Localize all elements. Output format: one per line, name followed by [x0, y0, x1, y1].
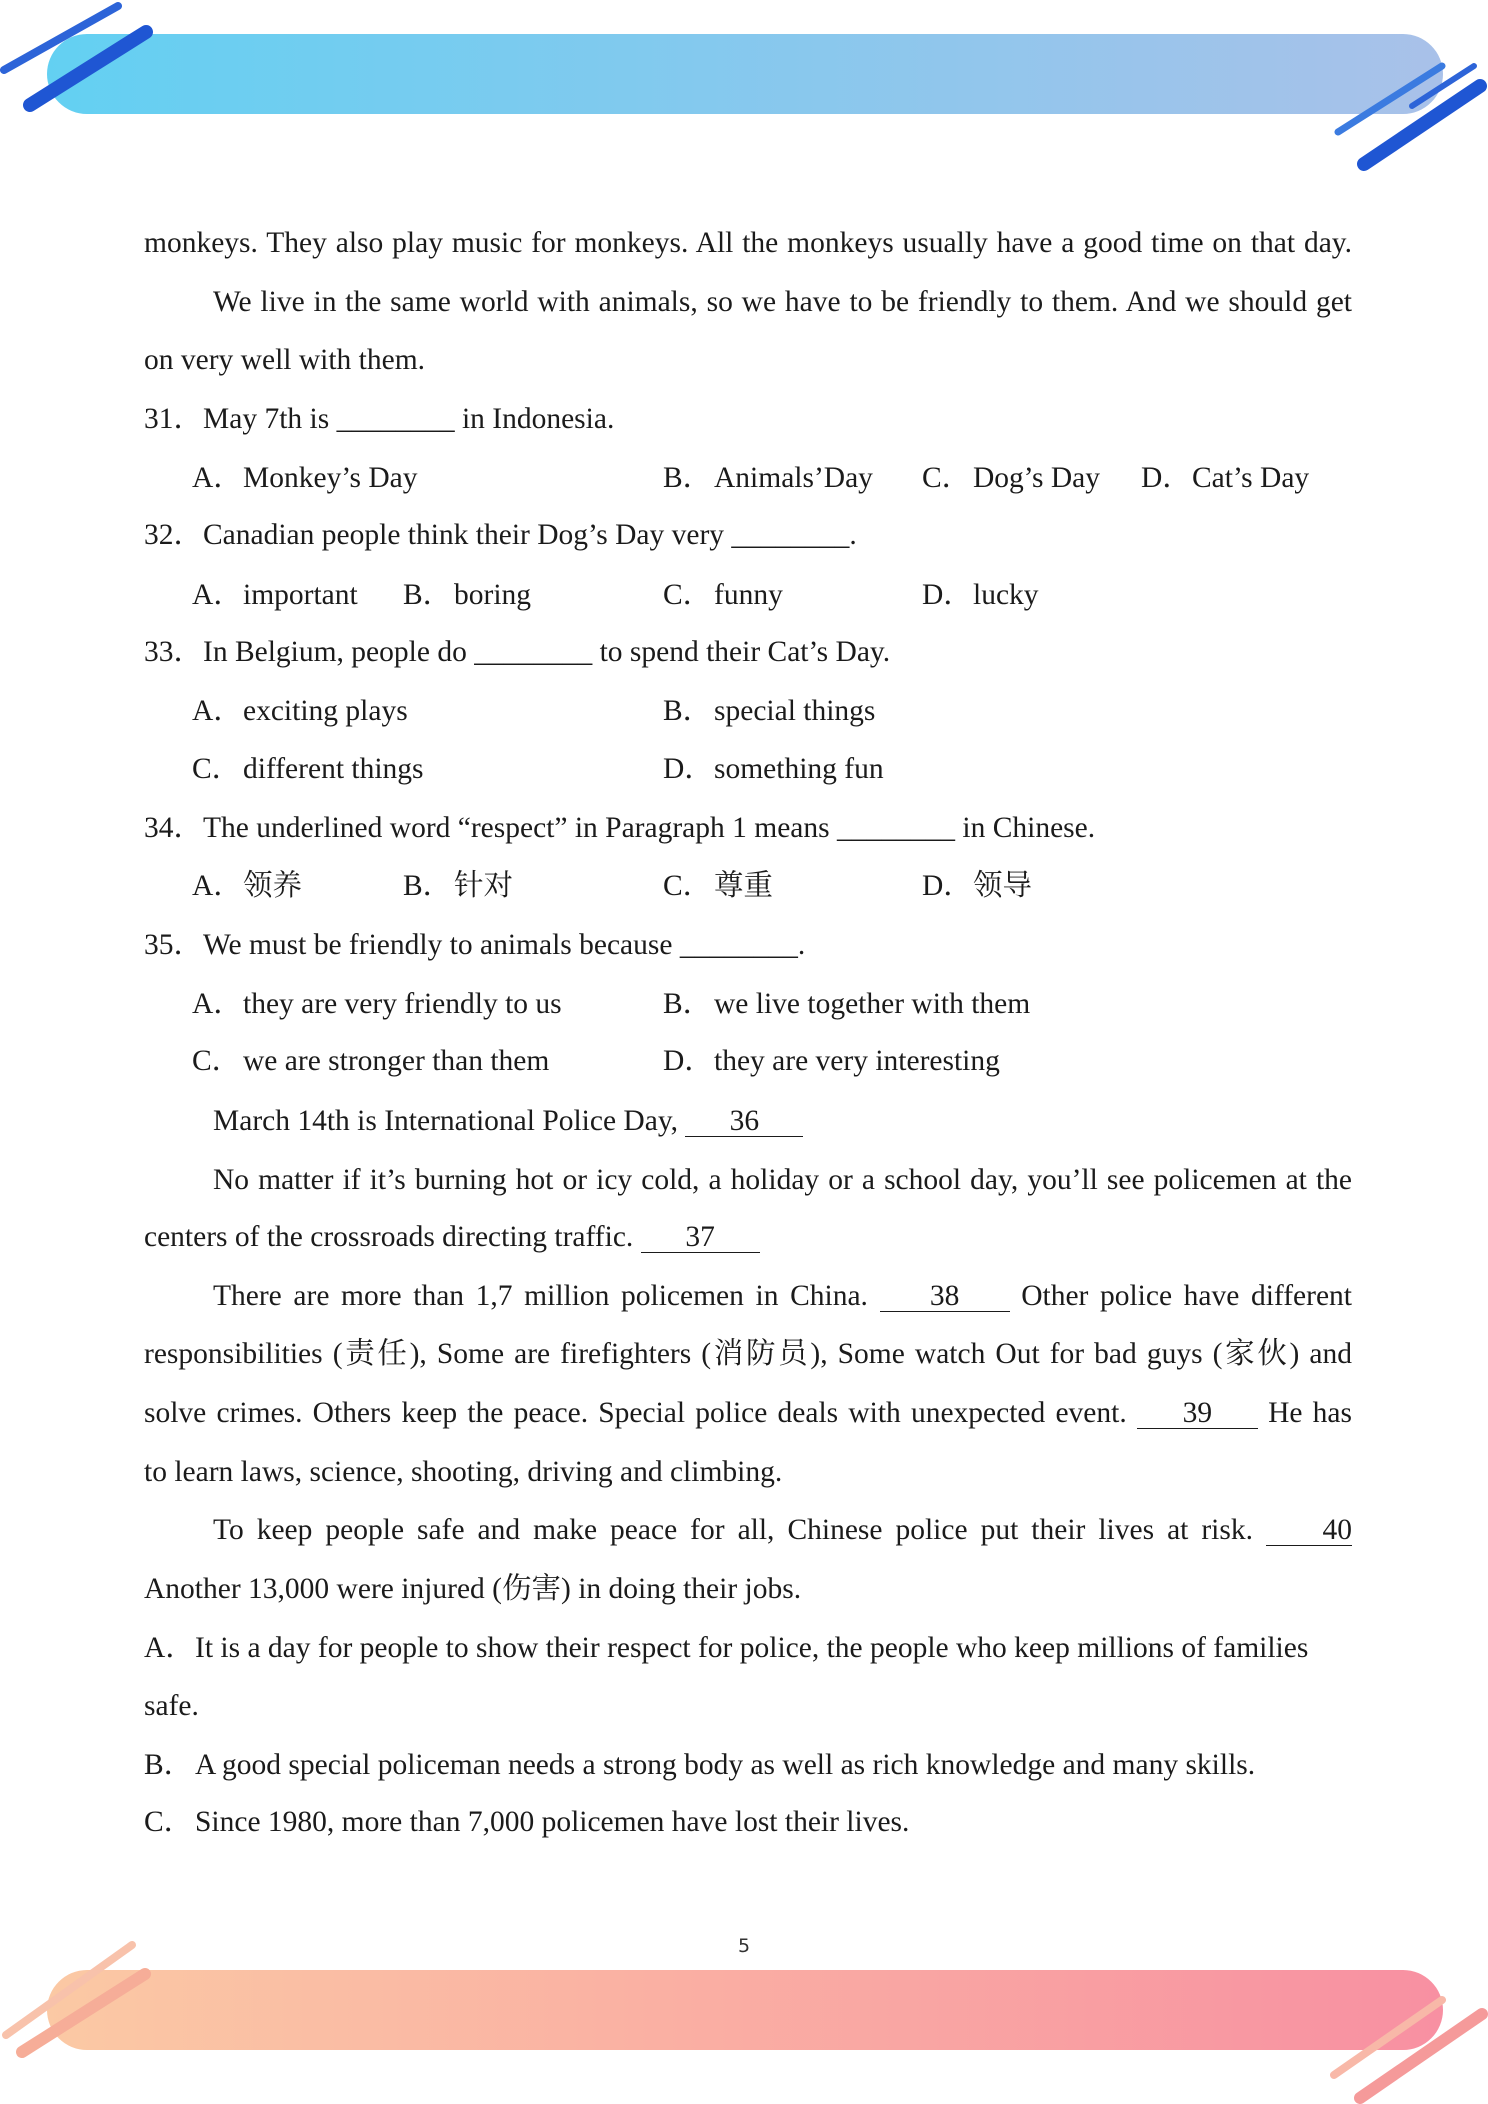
blank-38[interactable]: 38	[880, 1281, 1010, 1312]
option-a[interactable]	[192, 573, 358, 617]
option-text: we are stronger than them	[243, 1045, 550, 1077]
question-number: 31．	[144, 403, 204, 435]
cloze-text: centers of the crossroads directing traffic.	[144, 1221, 634, 1253]
cloze-text: There are more than 1,7 million policemen in China.	[213, 1280, 868, 1312]
option-text: Cat’s Day	[1192, 462, 1310, 494]
question-number: 33．	[144, 636, 204, 668]
option-b[interactable]	[403, 573, 531, 617]
option-d[interactable]	[922, 864, 1032, 908]
option-text: Dog’s Day	[973, 462, 1101, 494]
option-label: A．	[192, 870, 243, 902]
option-label: C．	[663, 579, 713, 611]
option-a[interactable]	[192, 864, 302, 908]
choice-text: A good special policeman needs a strong body as well as rich knowledge and many skills.	[195, 1749, 1256, 1781]
cloze-line: responsibilities (责任), Some are firefighters (消防员), Some watch Out for bad guys (家伙) and	[144, 1338, 1352, 1370]
option-c[interactable]	[192, 747, 424, 791]
option-text: 针对	[454, 870, 514, 902]
question-stem: In Belgium, people do ________ to spend their Cat’s Day.	[203, 636, 891, 668]
cloze-line: No matter if it’s burning hot or icy cold, a holiday or a school day, you’ll see policemen at the	[213, 1164, 1352, 1196]
option-label: B．	[403, 579, 453, 611]
question-stem: Canadian people think their Dog’s Day very ________.	[203, 519, 857, 551]
cloze-text: March 14th is International Police Day,	[213, 1105, 679, 1137]
cloze-line: Another 13,000 were injured (伤害) in doing their jobs.	[144, 1573, 802, 1605]
option-text: special things	[714, 695, 876, 727]
option-text: we live together with them	[714, 988, 1031, 1020]
option-label: B．	[663, 695, 713, 727]
question-32-options	[0, 573, 1488, 617]
question-stem: We must be friendly to animals because ________.	[203, 929, 806, 961]
question-31	[144, 397, 1352, 441]
blank-37[interactable]: 37	[641, 1222, 760, 1253]
cloze-line: to learn laws, science, shooting, driving and climbing.	[144, 1456, 783, 1488]
cloze-line	[144, 1274, 1352, 1318]
option-label: D．	[1141, 462, 1192, 494]
question-number: 35．	[144, 929, 204, 961]
option-text: Monkey’s Day	[243, 462, 418, 494]
question-33	[144, 630, 1352, 674]
option-label: D．	[922, 870, 973, 902]
option-text: they are very interesting	[714, 1045, 1000, 1077]
option-label: B．	[663, 988, 713, 1020]
cloze-text: He has	[1268, 1397, 1352, 1429]
option-c[interactable]	[663, 864, 773, 908]
option-label: D．	[663, 753, 714, 785]
top-banner	[47, 34, 1443, 114]
question-34-options	[0, 864, 1488, 908]
question-35-options-row1	[0, 982, 1488, 1026]
choice-a[interactable]	[144, 1626, 1352, 1670]
option-text: lucky	[973, 579, 1039, 611]
page-number: 5	[737, 1935, 751, 1957]
blank-36[interactable]: 36	[685, 1106, 803, 1137]
question-35	[144, 923, 1352, 967]
choice-text: It is a day for people to show their respect for police, the people who keep millions of families	[195, 1632, 1309, 1664]
cloze-text: Other police have different	[1021, 1280, 1353, 1312]
option-d[interactable]	[922, 573, 1039, 617]
option-label: B．	[663, 462, 713, 494]
option-d[interactable]	[663, 1039, 1000, 1083]
option-b[interactable]	[403, 864, 513, 908]
choice-a-continued: safe.	[144, 1690, 199, 1722]
question-32	[144, 513, 1352, 557]
option-b[interactable]	[663, 689, 875, 733]
bottom-banner	[47, 1970, 1443, 2050]
question-stem: The underlined word “respect” in Paragraph 1 means ________ in Chinese.	[203, 812, 1096, 844]
option-label: C．	[192, 1045, 242, 1077]
choice-label: B．	[144, 1749, 194, 1781]
option-label: A．	[192, 579, 243, 611]
question-35-options-row2	[0, 1039, 1488, 1083]
cloze-text: solve crimes. Others keep the peace. Special police deals with unexpected event.	[144, 1397, 1127, 1429]
option-label: C．	[192, 753, 242, 785]
option-label: A．	[192, 988, 243, 1020]
cloze-line	[144, 1508, 1352, 1552]
option-text: something fun	[714, 753, 884, 785]
option-label: C．	[663, 870, 713, 902]
option-d[interactable]	[663, 747, 884, 791]
option-text: they are very friendly to us	[243, 988, 562, 1020]
option-label: A．	[192, 695, 243, 727]
option-c[interactable]	[663, 573, 783, 617]
question-number: 32．	[144, 519, 204, 551]
option-text: boring	[454, 579, 532, 611]
cloze-line	[144, 1391, 1352, 1435]
option-d[interactable]	[1141, 456, 1309, 500]
option-a[interactable]	[192, 689, 408, 733]
question-number: 34．	[144, 812, 204, 844]
option-b[interactable]	[663, 456, 873, 500]
passage-line: We live in the same world with animals, so we have to be friendly to them. And we should get	[213, 286, 1352, 318]
question-stem: May 7th is ________ in Indonesia.	[203, 403, 615, 435]
blank-40[interactable]: 40	[1266, 1515, 1352, 1546]
option-label: B．	[403, 870, 453, 902]
option-text: different things	[243, 753, 424, 785]
option-label: C．	[922, 462, 972, 494]
option-label: D．	[663, 1045, 714, 1077]
option-text: 领导	[973, 870, 1033, 902]
question-33-options-row2	[0, 747, 1488, 791]
option-text: 尊重	[714, 870, 774, 902]
choice-label: A．	[144, 1632, 195, 1664]
blank-39[interactable]: 39	[1137, 1398, 1258, 1429]
option-label: D．	[922, 579, 973, 611]
question-31-options	[0, 456, 1488, 500]
option-a[interactable]	[192, 456, 418, 500]
option-text: 领养	[243, 870, 303, 902]
option-c[interactable]	[192, 1039, 549, 1083]
choice-b[interactable]	[144, 1743, 1352, 1787]
passage-line: on very well with them.	[144, 344, 426, 376]
question-33-options-row1	[0, 689, 1488, 733]
option-text: exciting plays	[243, 695, 408, 727]
option-a[interactable]	[192, 982, 562, 1026]
cloze-text: To keep people safe and make peace for all, Chinese police put their lives at risk.	[213, 1514, 1253, 1546]
option-text: important	[243, 579, 358, 611]
option-text: Animals’Day	[714, 462, 873, 494]
question-34	[144, 806, 1352, 850]
option-b[interactable]	[663, 982, 1030, 1026]
choice-c[interactable]	[144, 1800, 1352, 1844]
choice-text: Since 1980, more than 7,000 policemen have lost their lives.	[195, 1806, 910, 1838]
option-c[interactable]	[922, 456, 1100, 500]
option-text: funny	[714, 579, 783, 611]
option-label: A．	[192, 462, 243, 494]
cloze-line	[144, 1099, 1352, 1143]
cloze-line	[144, 1215, 1352, 1259]
choice-label: C．	[144, 1806, 194, 1838]
passage-line: monkeys. They also play music for monkeys. All the monkeys usually have a good time on that day.	[144, 227, 1352, 259]
